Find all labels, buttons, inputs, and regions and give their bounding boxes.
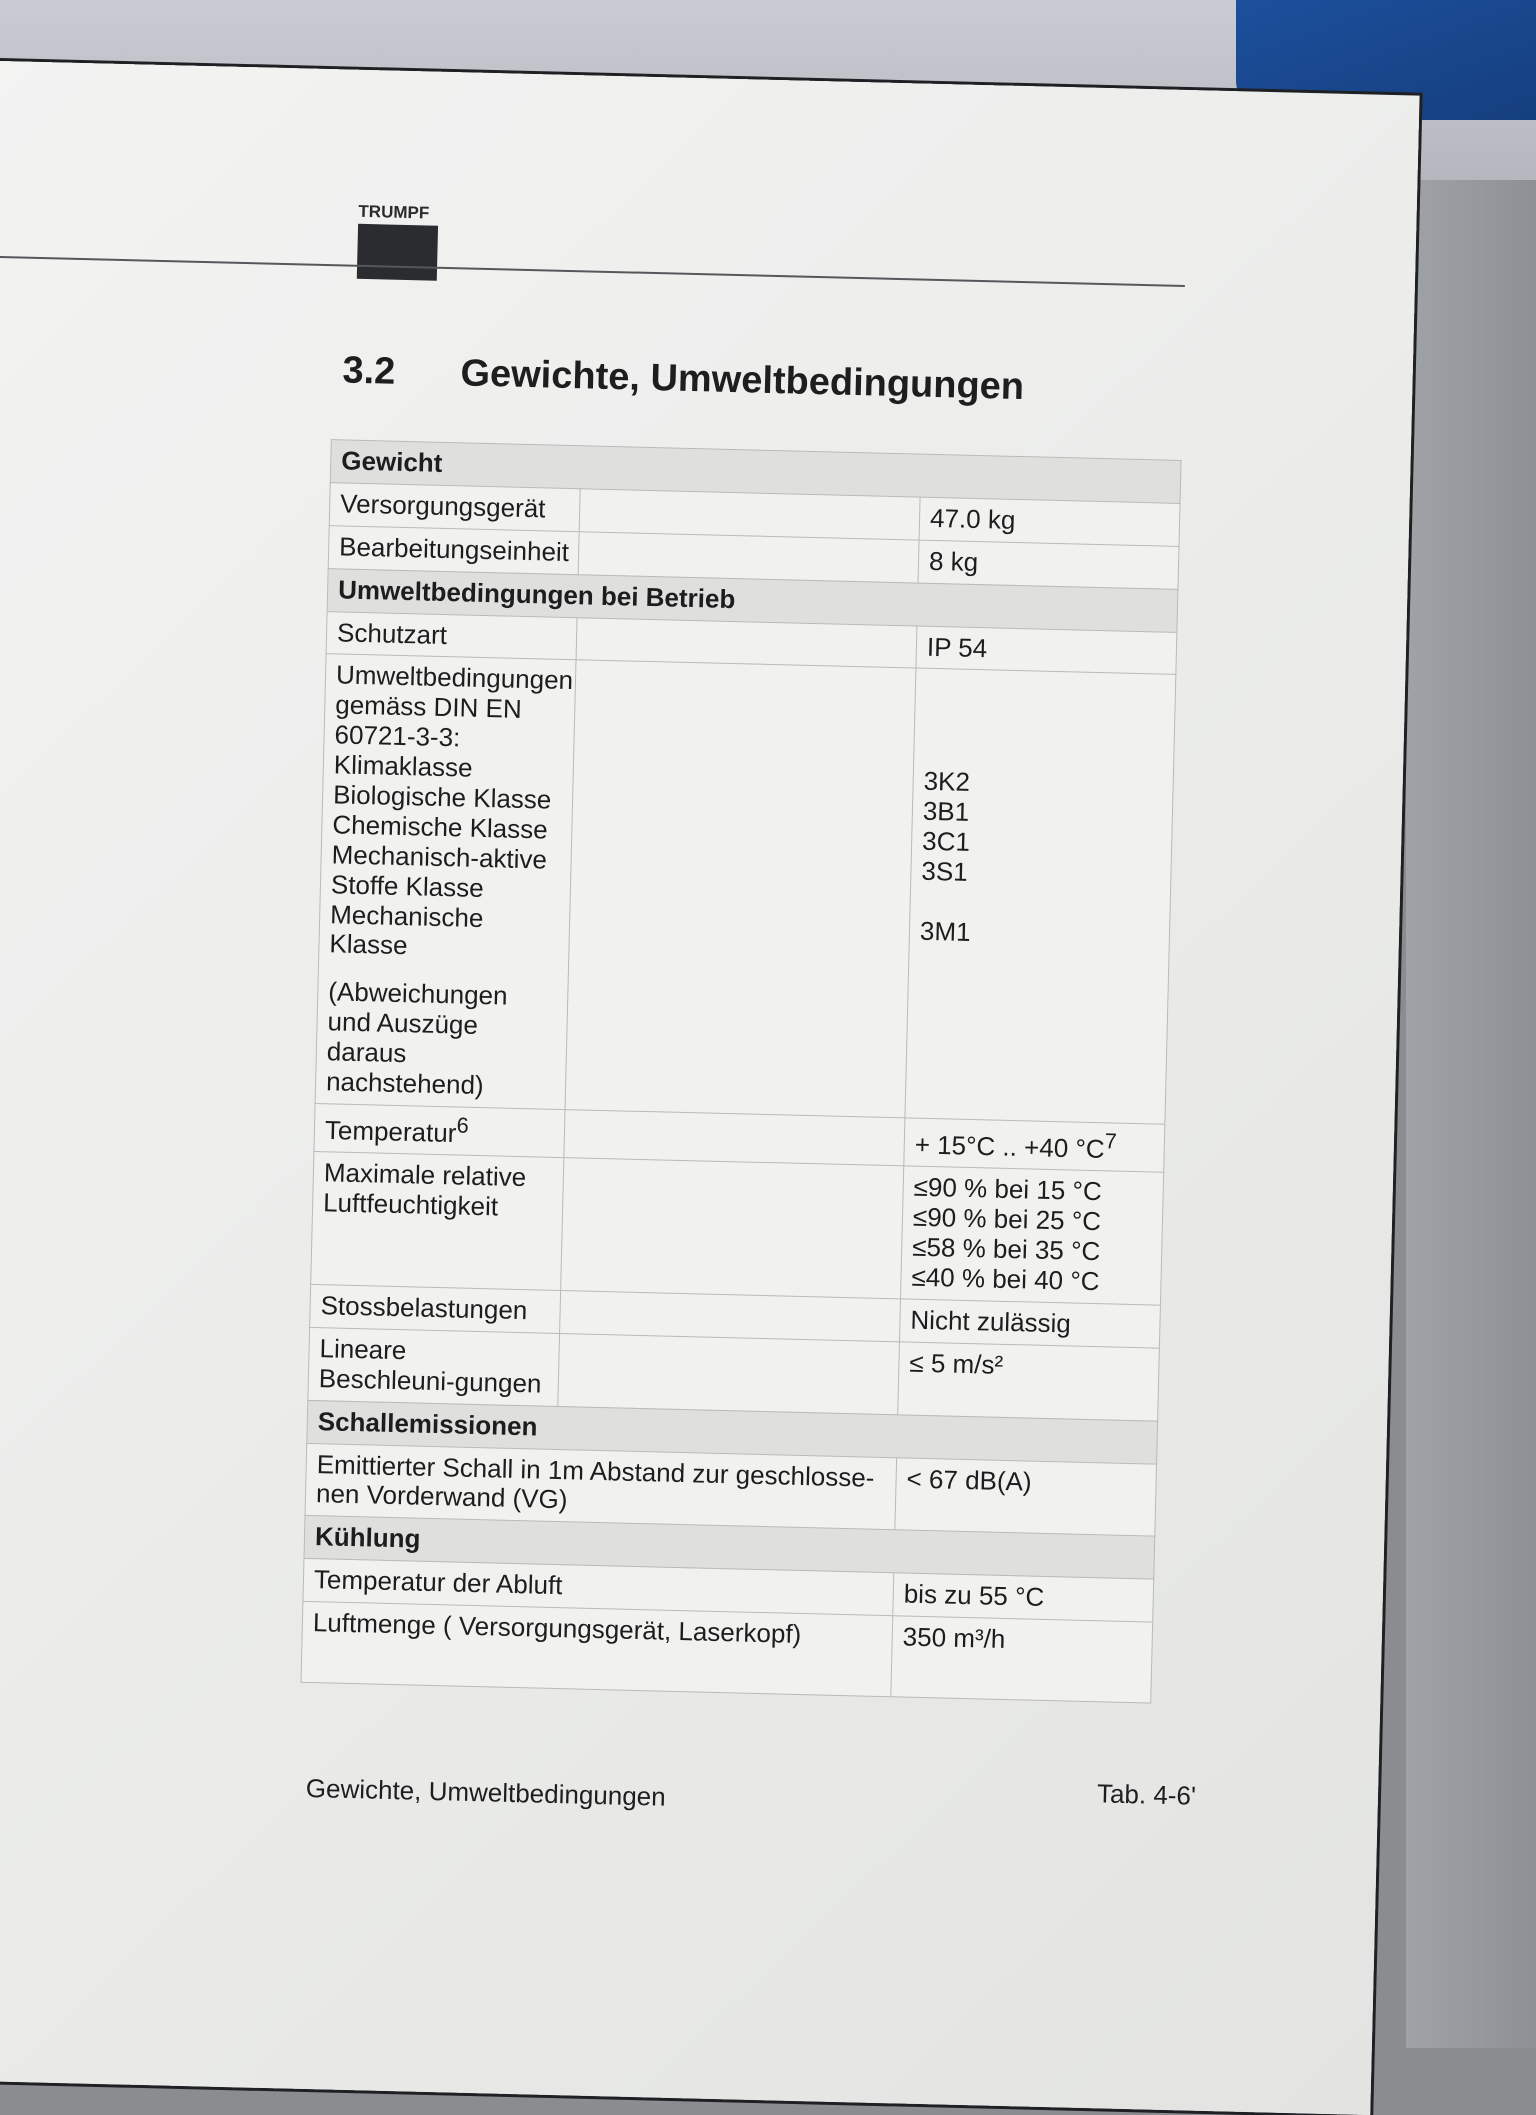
- empty-cell: [565, 660, 916, 1118]
- temp-value-footnote: 7: [1104, 1128, 1118, 1154]
- row-value: < 67 dB(A): [895, 1457, 1157, 1536]
- section-title: Gewichte, Umweltbedingungen: [459, 352, 1025, 409]
- row-label: Emittierter Schall in 1m Abstand zur geschlosse-nen Vorderwand (VG): [305, 1443, 897, 1530]
- table-row-feuchte: [311, 1152, 1164, 1305]
- row-label: [314, 1103, 565, 1158]
- section-heading: [342, 349, 1025, 409]
- table-caption: [305, 1759, 1197, 1812]
- class-label-bio: Biologische Klasse: [332, 779, 552, 815]
- class-value-klima: 3K2: [923, 766, 971, 798]
- humidity-value: ≤58 % bei 35 °C: [911, 1231, 1101, 1267]
- humidity-value: ≤90 % bei 25 °C: [912, 1201, 1102, 1237]
- row-label: Stossbelastungen: [310, 1284, 561, 1333]
- class-value-mech-aktiv: 3S1: [921, 855, 969, 887]
- row-value: bis zu 55 °C: [893, 1573, 1154, 1622]
- class-label-klima: Klimaklasse: [333, 749, 473, 783]
- caption-tab-number: Tab. 4-6': [1096, 1778, 1197, 1811]
- row-value: 350 m³/h: [891, 1616, 1153, 1703]
- row-label: Bearbeitungseinheit: [328, 525, 579, 574]
- class-value-chem: 3C1: [921, 825, 971, 858]
- section-title-umwelt: Umweltbedingungen bei Betrieb: [327, 568, 1178, 632]
- class-value-bio: 3B1: [922, 796, 970, 828]
- din-note: (Abweichungen und Auszüge daraus nachstehend): [325, 976, 508, 1101]
- document-page: [0, 60, 1420, 2115]
- row-value: [904, 1118, 1165, 1173]
- row-value: IP 54: [916, 626, 1177, 675]
- row-value: 8 kg: [918, 540, 1179, 589]
- row-label: Maximale relative Luftfeuchtigkeit: [311, 1152, 564, 1291]
- din-label-cell: [315, 654, 576, 1109]
- class-label-chem: Chemische Klasse: [332, 809, 549, 845]
- section-number: 3.2: [342, 349, 396, 393]
- section-title-gewicht: Gewicht: [330, 440, 1181, 504]
- logo-text: TRUMPF: [358, 201, 430, 223]
- row-label: Temperatur der Abluft: [303, 1559, 894, 1616]
- row-value: ≤ 5 m/s²: [898, 1342, 1160, 1421]
- row-label: Versorgungsgerät: [329, 483, 580, 532]
- empty-cell: [561, 1158, 904, 1299]
- table-row-din-classes: [315, 654, 1176, 1124]
- empty-cell: [564, 1110, 905, 1167]
- background-table-edge: [1406, 180, 1536, 2048]
- section-title-schall: Schallemissionen: [307, 1400, 1158, 1464]
- logo-block: [357, 224, 438, 281]
- temp-label: Temperatur: [324, 1114, 457, 1149]
- spec-table: [300, 439, 1181, 1704]
- humidity-values-cell: [901, 1166, 1164, 1305]
- section-title-kuehlung: Kühlung: [304, 1516, 1155, 1580]
- class-value-mech: 3M1: [919, 915, 971, 947]
- temp-value: + 15°C .. +40 °C: [914, 1129, 1106, 1164]
- trumpf-logo: [357, 202, 443, 281]
- header-rule: [0, 255, 1185, 287]
- caption-text: Gewichte, Umweltbedingungen: [305, 1772, 667, 1812]
- row-value: 47.0 kg: [919, 497, 1180, 546]
- humidity-value: ≤40 % bei 40 °C: [911, 1261, 1100, 1297]
- row-label: Schutzart: [326, 611, 577, 660]
- din-values-cell: [905, 668, 1176, 1124]
- empty-cell: [558, 1333, 900, 1414]
- din-label: Umweltbedingungen gemäss DIN EN 60721-3-3:: [334, 659, 574, 753]
- temp-footnote: 6: [456, 1112, 469, 1138]
- class-label-mech-aktiv: Mechanisch-aktive Stoffe Klasse: [330, 839, 548, 903]
- row-label: Luftmenge ( Versorgungsgerät, Laserkopf): [301, 1601, 893, 1696]
- row-value: Nicht zulässig: [899, 1299, 1160, 1348]
- class-label-mech: Mechanische Klasse: [329, 898, 484, 961]
- row-label: Lineare Beschleuni-gungen: [308, 1327, 560, 1406]
- humidity-value: ≤90 % bei 15 °C: [913, 1172, 1103, 1207]
